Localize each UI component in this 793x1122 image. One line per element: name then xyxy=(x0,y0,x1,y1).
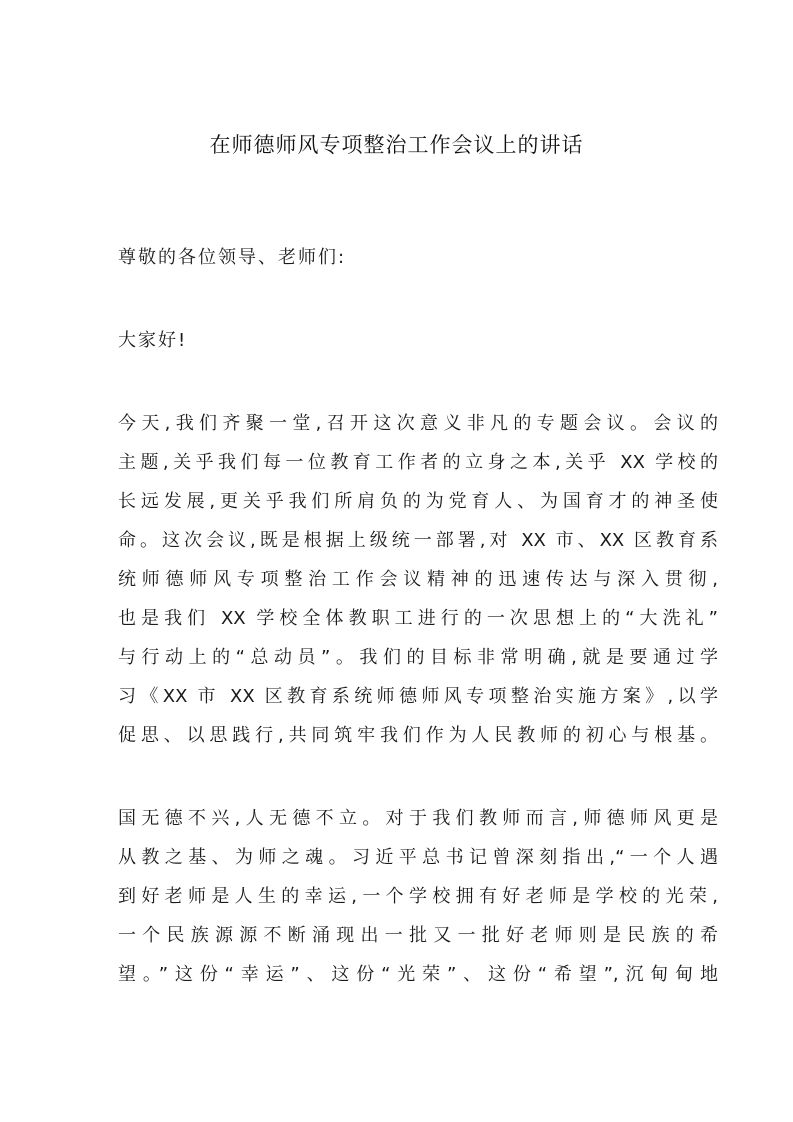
document-title: 在师德师风专项整治工作会议上的讲话 xyxy=(209,133,584,157)
paragraph-line: 到好老师是人生的幸运,一个学校拥有好老师是学校的光荣, xyxy=(118,886,718,907)
greeting: 大家好! xyxy=(118,330,188,351)
paragraph-line: 一个民族源源不断涌现出一批又一批好老师则是民族的希 xyxy=(118,925,718,946)
paragraph-line: 从教之基、为师之魂。习近平总书记曾深刻指出,“一个人遇 xyxy=(118,847,718,868)
paragraph-line: 望。”这份“幸运”、这份“光荣”、这份“希望”,沉甸甸地 xyxy=(118,964,718,985)
paragraph-line: 促思、以思践行,共同筑牢我们作为人民教师的初心与根基。 xyxy=(118,725,718,746)
paragraph-line: 命。这次会议,既是根据上级统一部署,对 XX 市、XX 区教育系 xyxy=(118,530,718,551)
paragraph-line: 与行动上的“总动员”。我们的目标非常明确,就是要通过学 xyxy=(118,647,718,668)
paragraph-line: 主题,关乎我们每一位教育工作者的立身之本,关乎 XX 学校的 xyxy=(118,452,718,473)
paragraph-line: 国无德不兴,人无德不立。对于我们教师而言,师德师风更是 xyxy=(118,808,718,829)
salutation: 尊敬的各位领导、老师们: xyxy=(118,247,347,268)
paragraph-line: 习《XX 市 XX 区教育系统师德师风专项整治实施方案》,以学 xyxy=(118,686,718,707)
paragraph-line: 统师德师风专项整治工作会议精神的迅速传达与深入贯彻, xyxy=(118,569,718,590)
paragraph-line: 今天,我们齐聚一堂,召开这次意义非凡的专题会议。会议的 xyxy=(118,413,718,434)
paragraph-line: 长远发展,更关乎我们所肩负的为党育人、为国育才的神圣使 xyxy=(118,491,718,512)
paragraph-line: 也是我们 XX 学校全体教职工进行的一次思想上的“大洗礼” xyxy=(118,608,718,629)
